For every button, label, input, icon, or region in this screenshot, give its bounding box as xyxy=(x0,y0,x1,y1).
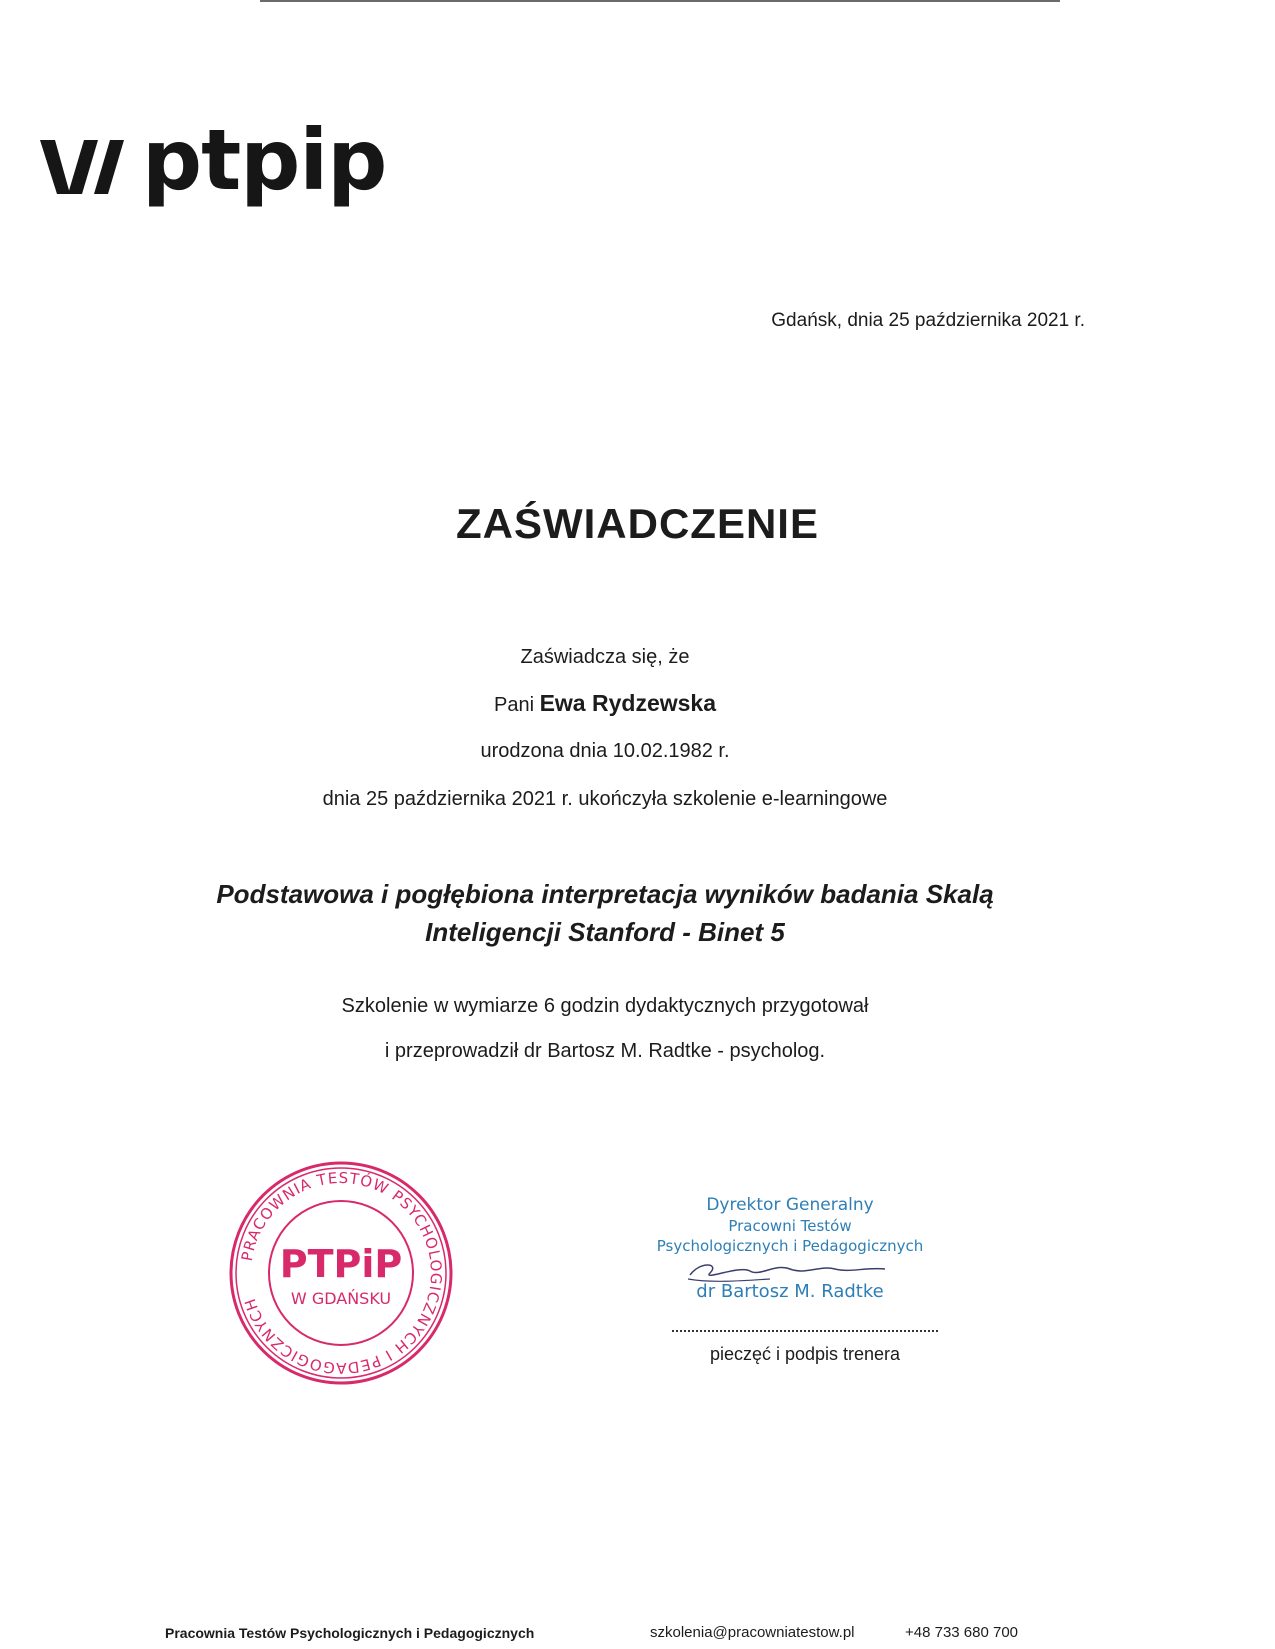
signature-stamp xyxy=(655,1195,925,1302)
signature-caption: pieczęć i podpis trenera xyxy=(709,1344,901,1364)
details-line-1: Szkolenie w wymiarze 6 godzin dydaktycznych przygotował xyxy=(341,995,869,1017)
footer-organization: Pracownia Testów Psychologicznych i Pedagogicznych xyxy=(165,1625,535,1641)
scan-top-edge xyxy=(260,0,1060,2)
organization-seal xyxy=(228,1160,454,1386)
seal-main-text: PTPiP xyxy=(279,1242,403,1286)
seal-sub-text: W GDAŃSKU xyxy=(290,1289,392,1308)
footer-phone[interactable]: +48 733 680 700 xyxy=(905,1624,1019,1641)
double-slash-check-icon xyxy=(40,132,124,202)
recipient-name: Ewa Rydzewska xyxy=(539,690,716,716)
footer-email[interactable]: szkolenia@pracowniatestow.pl xyxy=(650,1624,855,1641)
document-title: ZAŚWIADCZENIE xyxy=(456,500,819,547)
handwritten-signature xyxy=(680,1257,900,1283)
course-title-line-1: Podstawowa i pogłębiona interpretacja wyników badania Skalą xyxy=(216,879,994,909)
details-line-2: i przeprowadził dr Bartosz M. Radtke - psycholog. xyxy=(384,1040,826,1062)
seal-outer-text: PRACOWNIA TESTÓW PSYCHOLOGICZNYCH I PEDAGOGICZNYCH xyxy=(237,1168,446,1378)
recipient-line xyxy=(0,690,1210,717)
stamp-org-line-2: Psychologicznych i Pedagogicznych xyxy=(656,1237,924,1255)
course-title-line-2: Inteligencji Stanford - Binet 5 xyxy=(425,917,785,947)
stamp-name: dr Bartosz M. Radtke xyxy=(696,1281,884,1302)
course-title xyxy=(0,875,1210,951)
recipient-prefix: Pani xyxy=(493,694,535,716)
signature-dotted-line xyxy=(672,1330,938,1332)
intro-line: Zaświadcza się, że xyxy=(520,646,690,668)
completion-line: dnia 25 października 2021 r. ukończyła szkolenie e-learningowe xyxy=(322,788,888,810)
stamp-position: Dyrektor Generalny xyxy=(706,1195,874,1215)
company-logo xyxy=(40,111,387,209)
issue-date: Gdańsk, dnia 25 października 2021 r. xyxy=(771,310,1085,331)
birth-line: urodzona dnia 10.02.1982 r. xyxy=(480,740,730,762)
logo-text: ptpip xyxy=(142,111,387,209)
stamp-org-line-1: Pracowni Testów xyxy=(728,1217,852,1235)
